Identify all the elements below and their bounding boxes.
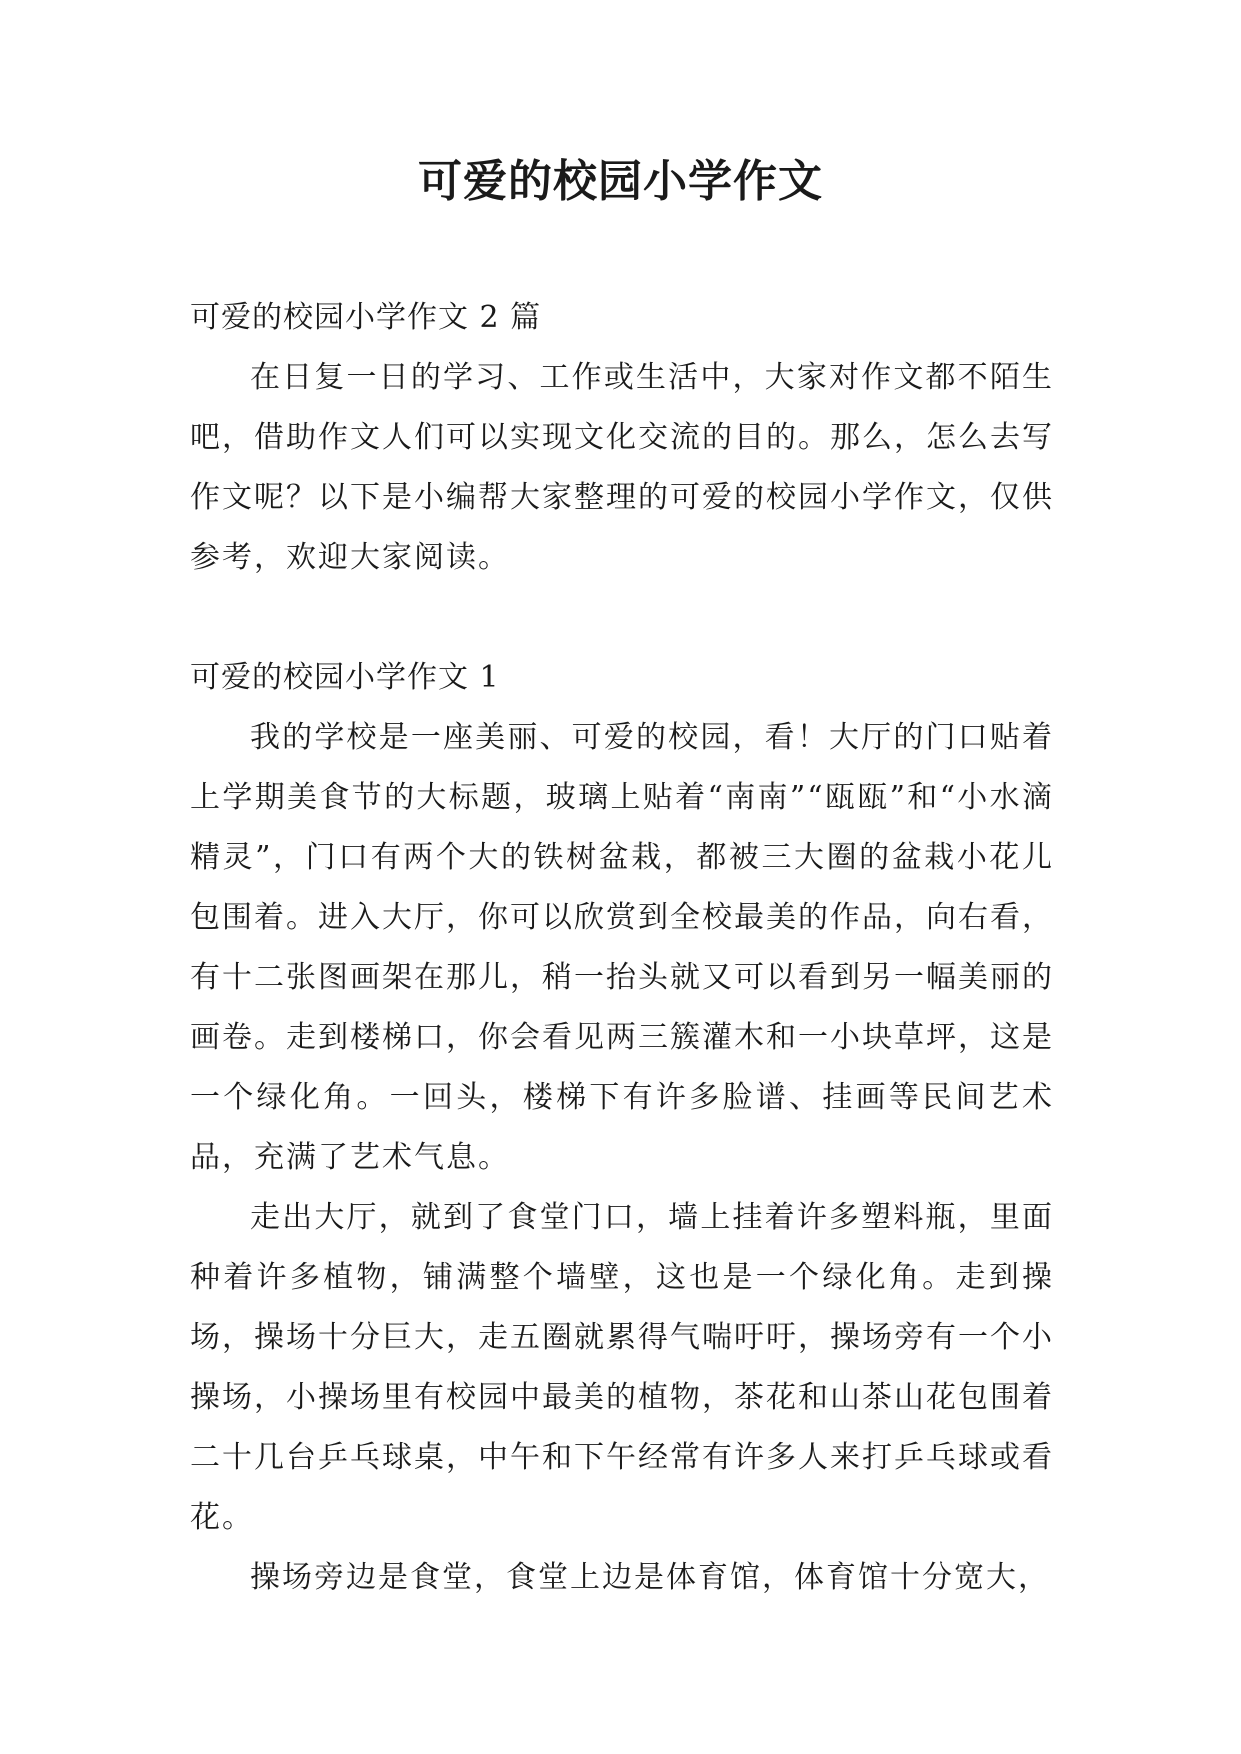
- essay-1-heading: 可爱的校园小学作文 1: [190, 660, 500, 695]
- document-body: [190, 288, 1054, 1608]
- essay-1-paragraph-1: 我的学校是一座美丽、可爱的校园，看！大厅的门口贴着上学期美食节的大标题，玻璃上贴着“南南”“瓯瓯”和“小水滴精灵”，门口有两个大的铁树盆栽，都被三大圈的盆栽小花儿包围着。进入大厅，你可以欣赏到全校最美的作品，向右看，有十二张图画架在那儿，稍一抬头就又可以看到另一幅美丽的画卷。走到楼梯口，你会看见两三簇灌木和一小块草坪，这是一个绿化角。一回头，楼梯下有许多脸谱、挂画等民间艺术品，充满了艺术气息。: [190, 720, 1054, 1175]
- section-gap: [190, 588, 1054, 648]
- essay-1-paragraph-3: 操场旁边是食堂，食堂上边是体育馆，体育馆十分宽大，: [250, 1560, 1050, 1595]
- intro-paragraph: 在日复一日的学习、工作或生活中，大家对作文都不陌生吧，借助作文人们可以实现文化交流的目的。那么，怎么去写作文呢？以下是小编帮大家整理的可爱的校园小学作文，仅供参考，欢迎大家阅读。: [190, 360, 1054, 575]
- essay-1-paragraph-2: 走出大厅，就到了食堂门口，墙上挂着许多塑料瓶，里面种着许多植物，铺满整个墙壁，这也是一个绿化角。走到操场，操场十分巨大，走五圈就累得气喘吁吁，操场旁有一个小操场，小操场里有校园中最美的植物，茶花和山茶山花包围着二十几台乒乓球桌，中午和下午经常有许多人来打乒乓球或看花。: [190, 1200, 1054, 1535]
- document-title: 可爱的校园小学作文: [418, 156, 823, 207]
- intro-heading: 可爱的校园小学作文 2 篇: [190, 300, 542, 335]
